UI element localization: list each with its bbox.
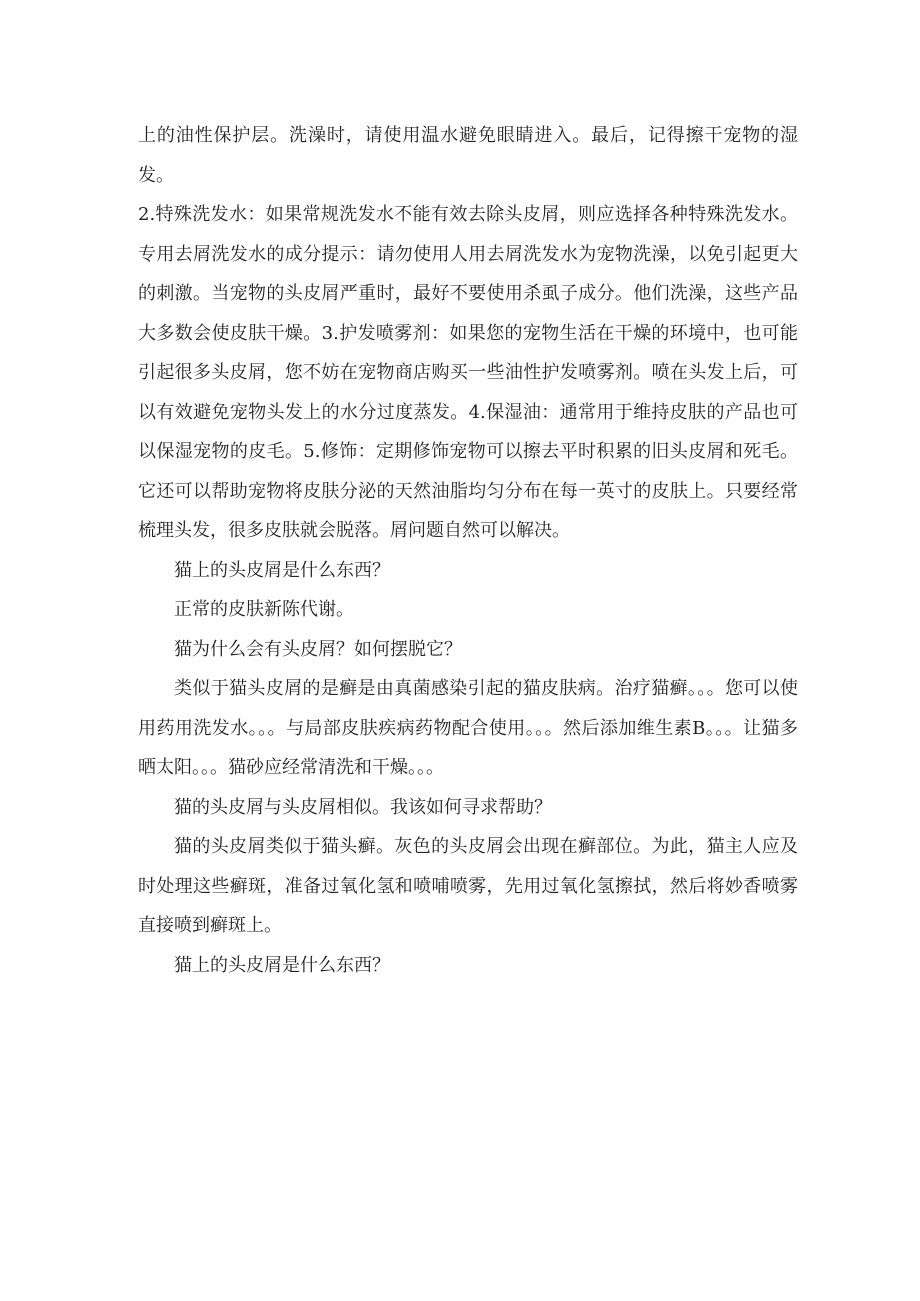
document-page xyxy=(138,116,798,985)
question-heading: 猫为什么会有头皮屑？如何摆脱它？ xyxy=(174,638,462,660)
question-heading: 猫的头皮屑与头皮屑相似。我该如何寻求帮助？ xyxy=(174,796,552,818)
question-heading: 猫上的头皮屑是什么东西？ xyxy=(174,559,390,581)
answer-text: 猫的头皮屑类似于猫头癣。灰色的头皮屑会出现在癣部位。为此，猫主人应及时处理这些癣斑，准备过氧化氢和喷哺喷雾，先用过氧化氢擦拭，然后将妙香喷雾直接喷到癣斑上。 xyxy=(138,836,798,936)
answer-text: 类似于猫头皮屑的是癣是由真菌感染引起的猫皮肤病。治疗猫癣。。。您可以使用药用洗发水。。。与局部皮肤疾病药物配合使用。。。然后添加维生素B。。。让猫多晒太阳。。。猫砂应经常清洗和干燥。。。 xyxy=(138,678,798,778)
paragraph-continuation: 上的油性保护层。洗澡时，请使用温水避免眼睛进入。最后，记得擦干宠物的湿发。 xyxy=(138,125,798,186)
question-heading: 猫上的头皮屑是什么东西？ xyxy=(174,954,390,976)
answer-text: 正常的皮肤新陈代谢。 xyxy=(174,599,354,620)
paragraph-shampoo-tips: 2.特殊洗发水：如果常规洗发水不能有效去除头皮屑，则应选择各种特殊洗发水。专用去屑洗发水的成分提示：请勿使用人用去屑洗发水为宠物洗澡，以免引起更大的刺激。当宠物的头皮屑严重时，最好不要使用杀虱子成分。他们洗澡，这些产品大多数会使皮肤干燥。3.护发喷雾剂：如果您的宠物生活在干燥的环境中，也可能引起很多头皮屑，您不妨在宠物商店购买一些油性护发喷雾剂。喷在头发上后，可以有效避免宠物头发上的水分过度蒸发。4.保湿油：通常用于维持皮肤的产品也可以保湿宠物的皮毛。5.修饰：定期修饰宠物可以擦去平时积累的旧头皮屑和死毛。它还可以帮助宠物将皮肤分泌的天然油脂均匀分布在每一英寸的皮肤上。只要经常梳理头发，很多皮肤就会脱落。屑问题自然可以解决。 xyxy=(138,204,798,541)
